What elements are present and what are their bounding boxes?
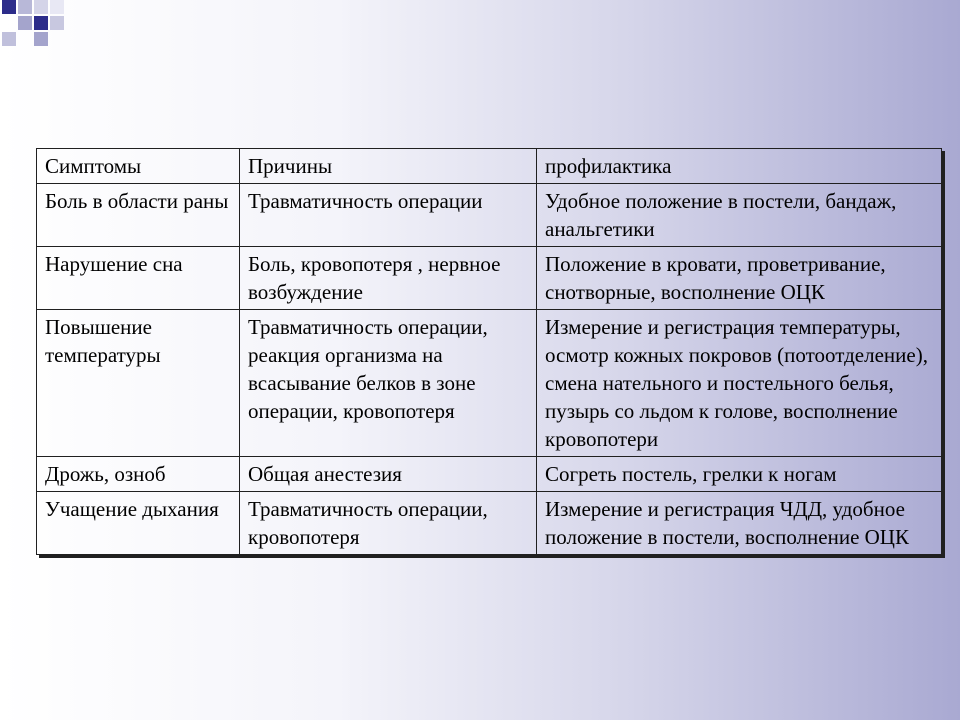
table-row: [37, 184, 942, 247]
symptoms-table: [36, 148, 942, 555]
header-prevention: профилактика: [537, 149, 942, 184]
cause-cell: Травматичность операции: [240, 184, 537, 247]
table-row: [37, 457, 942, 492]
table-row: [37, 492, 942, 555]
prevention-cell: Положение в кровати, проветривание, снотворные, восполнение ОЦК: [537, 247, 942, 310]
symptom-cell: Нарушение сна: [37, 247, 240, 310]
table-header-row: [37, 149, 942, 184]
header-symptoms: Симптомы: [37, 149, 240, 184]
prevention-cell: Измерение и регистрация ЧДД, удобное положение в постели, восполнение ОЦК: [537, 492, 942, 555]
decor-square: [34, 16, 48, 30]
cause-cell: Общая анестезия: [240, 457, 537, 492]
decor-square: [18, 16, 32, 30]
decor-square: [34, 0, 48, 14]
decor-square: [2, 0, 16, 14]
prevention-cell: Удобное положение в постели, бандаж, анальгетики: [537, 184, 942, 247]
prevention-cell: Согреть постель, грелки к ногам: [537, 457, 942, 492]
decor-square: [50, 16, 64, 30]
corner-decoration: [0, 0, 80, 60]
decor-square: [2, 32, 16, 46]
symptom-cell: Боль в области раны: [37, 184, 240, 247]
symptom-cell: Дрожь, озноб: [37, 457, 240, 492]
table-row: [37, 310, 942, 457]
symptom-cell: Повышение температуры: [37, 310, 240, 457]
cause-cell: Травматичность операции, кровопотеря: [240, 492, 537, 555]
cause-cell: Боль, кровопотеря , нервное возбуждение: [240, 247, 537, 310]
cause-cell: Травматичность операции, реакция организма на всасывание белков в зоне операции, кровопотеря: [240, 310, 537, 457]
prevention-cell: Измерение и регистрация температуры, осмотр кожных покровов (потоотделение), смена нательного и постельного белья, пузырь со льдом к голове, восполнение кровопотери: [537, 310, 942, 457]
header-causes: Причины: [240, 149, 537, 184]
decor-square: [50, 0, 64, 14]
symptom-cell: Учащение дыхания: [37, 492, 240, 555]
decor-square: [18, 0, 32, 14]
decor-square: [34, 32, 48, 46]
table-row: [37, 247, 942, 310]
